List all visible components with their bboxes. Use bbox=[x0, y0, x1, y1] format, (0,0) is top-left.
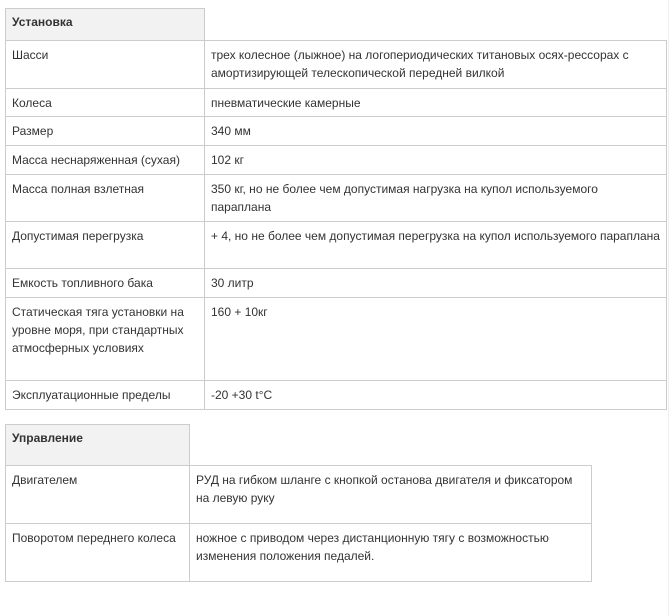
row-value: трех колесное (лыжное) на логопериодических титановых осях-рессорах с амортизирующей телескопической передней вилкой bbox=[205, 41, 667, 89]
table-row bbox=[6, 175, 667, 222]
section-title: Установка bbox=[6, 9, 205, 41]
row-label: Масса полная взлетная bbox=[6, 175, 205, 222]
row-label: Статическая тяга установки на уровне моря, при стандартных атмосферных условиях bbox=[6, 298, 205, 381]
table-row bbox=[6, 524, 592, 582]
empty-header-cell bbox=[190, 425, 592, 466]
row-value: 160 + 10кг bbox=[205, 298, 667, 381]
table-row bbox=[6, 222, 667, 269]
row-value: 340 мм bbox=[205, 117, 667, 146]
row-value: пневматические камерные bbox=[205, 89, 667, 117]
empty-header-cell bbox=[205, 9, 667, 41]
row-label: Допустимая перегрузка bbox=[6, 222, 205, 269]
table-row bbox=[6, 381, 667, 410]
row-value: РУД на гибком шланге с кнопкой останова двигателя и фиксатором на левую руку bbox=[190, 466, 592, 524]
row-value: 350 кг, но не более чем допустимая нагрузка на купол используемого параплана bbox=[205, 175, 667, 222]
table-row bbox=[6, 89, 667, 117]
table-row bbox=[6, 298, 667, 381]
row-value: + 4, но не более чем допустимая перегрузка на купол используемого параплана bbox=[205, 222, 667, 269]
row-value: -20 +30 t°C bbox=[205, 381, 667, 410]
table-row bbox=[6, 41, 667, 89]
row-value: ножное с приводом через дистанционную тягу с возможностью изменения положения педалей. bbox=[190, 524, 592, 582]
control-spec-table bbox=[5, 424, 592, 582]
row-label: Двигателем bbox=[6, 466, 190, 524]
row-label: Эксплуатационные пределы bbox=[6, 381, 205, 410]
row-label: Масса неснаряженная (сухая) bbox=[6, 146, 205, 175]
table-row bbox=[6, 466, 592, 524]
table-row bbox=[6, 269, 667, 298]
row-value: 102 кг bbox=[205, 146, 667, 175]
row-label: Поворотом переднего колеса bbox=[6, 524, 190, 582]
table-row bbox=[6, 117, 667, 146]
section-title: Управление bbox=[6, 425, 190, 466]
table-header-row bbox=[6, 9, 667, 41]
installation-spec-table bbox=[5, 8, 667, 410]
row-value: 30 литр bbox=[205, 269, 667, 298]
row-label: Емкость топливного бака bbox=[6, 269, 205, 298]
page-right-edge bbox=[668, 0, 669, 616]
row-label: Размер bbox=[6, 117, 205, 146]
table-row bbox=[6, 146, 667, 175]
row-label: Шасси bbox=[6, 41, 205, 89]
table-header-row bbox=[6, 425, 592, 466]
row-label: Колеса bbox=[6, 89, 205, 117]
